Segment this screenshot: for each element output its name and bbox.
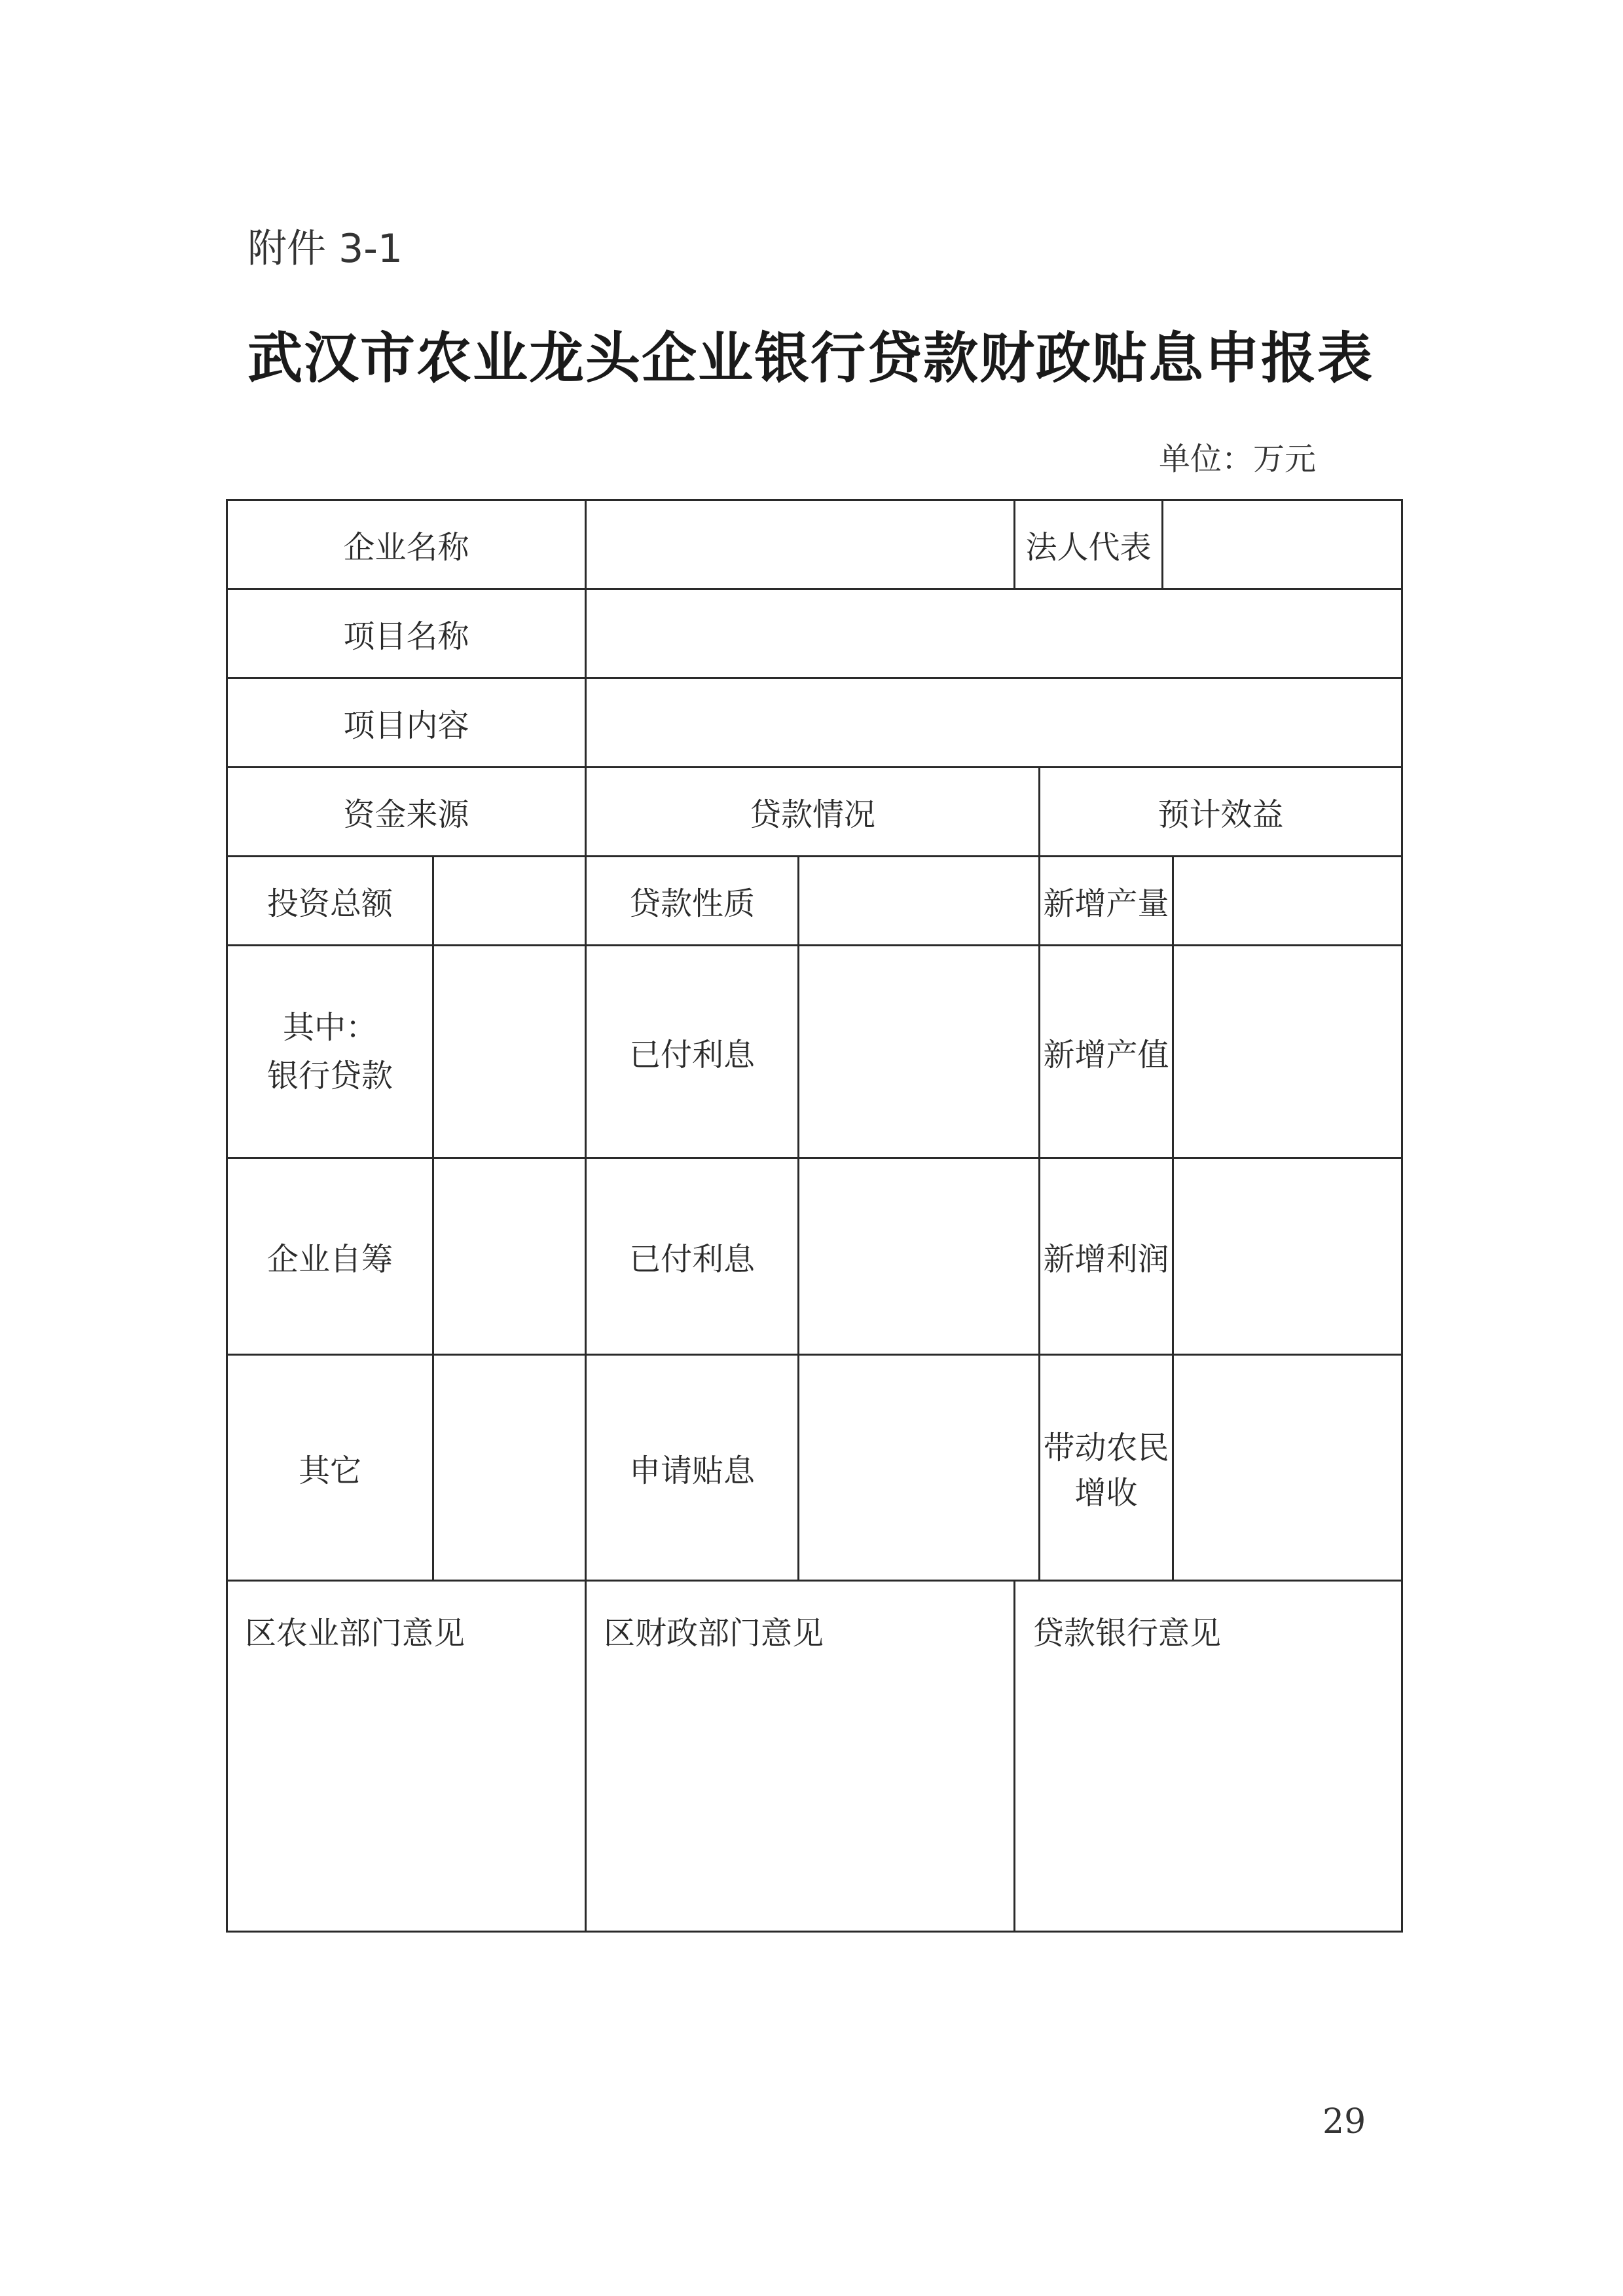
loan-nature-label: 贷款性质 [586, 857, 799, 946]
bank-loan-label-line2: 银行贷款 [266, 1058, 393, 1094]
lending-bank-opinion-label: 贷款银行意见 [1032, 1615, 1222, 1652]
district-agriculture-opinion[interactable] [227, 1581, 586, 1932]
other-funding-label: 其它 [227, 1355, 433, 1581]
loan-status-header: 贷款情况 [586, 768, 1040, 857]
new-profit-field[interactable] [1173, 1158, 1402, 1355]
farmer-income-label: 带动农民增收 [1040, 1355, 1173, 1581]
district-finance-opinion[interactable] [586, 1581, 1015, 1932]
project-name-field[interactable] [586, 589, 1402, 678]
project-content-label: 项目内容 [227, 678, 586, 768]
lending-bank-opinion[interactable] [1015, 1581, 1402, 1932]
unit-label: 单位：万元 [1159, 441, 1317, 477]
project-name-label: 项目名称 [227, 589, 586, 678]
bank-loan-label-line1: 其中： [282, 1009, 377, 1046]
loan-nature-field[interactable] [799, 857, 1040, 946]
project-content-field[interactable] [586, 678, 1402, 768]
new-output-label: 新增产量 [1040, 857, 1173, 946]
new-output-field[interactable] [1173, 857, 1402, 946]
enterprise-name-label: 企业名称 [227, 500, 586, 589]
legal-rep-label: 法人代表 [1015, 500, 1163, 589]
subsidy-request-field[interactable] [799, 1355, 1040, 1581]
paid-interest-label-2: 已付利息 [586, 1158, 799, 1355]
district-finance-opinion-label: 区财政部门意见 [604, 1615, 824, 1652]
application-form-table [226, 499, 1403, 1933]
funding-source-header: 资金来源 [227, 768, 586, 857]
district-agriculture-opinion-label: 区农业部门意见 [245, 1615, 465, 1652]
new-output-value-field[interactable] [1173, 946, 1402, 1158]
paid-interest-field-2[interactable] [799, 1158, 1040, 1355]
expected-benefit-header: 预计效益 [1040, 768, 1402, 857]
total-investment-label: 投资总额 [227, 857, 433, 946]
legal-rep-field[interactable] [1163, 500, 1402, 589]
new-output-value-label: 新增产值 [1040, 946, 1173, 1158]
page-title: 武汉市农业龙头企业银行贷款财政贴息申报表 [247, 325, 1374, 390]
total-investment-field[interactable] [433, 857, 586, 946]
bank-loan-field[interactable] [433, 946, 586, 1158]
subsidy-request-label: 申请贴息 [586, 1355, 799, 1581]
enterprise-name-field[interactable] [586, 500, 1015, 589]
farmer-income-field[interactable] [1173, 1355, 1402, 1581]
self-raised-label: 企业自筹 [227, 1158, 433, 1355]
attachment-label: 附件 3-1 [247, 226, 403, 272]
other-funding-field[interactable] [433, 1355, 586, 1581]
bank-loan-label [227, 946, 433, 1158]
page-number: 29 [1322, 2102, 1366, 2141]
paid-interest-field[interactable] [799, 946, 1040, 1158]
self-raised-field[interactable] [433, 1158, 586, 1355]
paid-interest-label: 已付利息 [586, 946, 799, 1158]
new-profit-label: 新增利润 [1040, 1158, 1173, 1355]
